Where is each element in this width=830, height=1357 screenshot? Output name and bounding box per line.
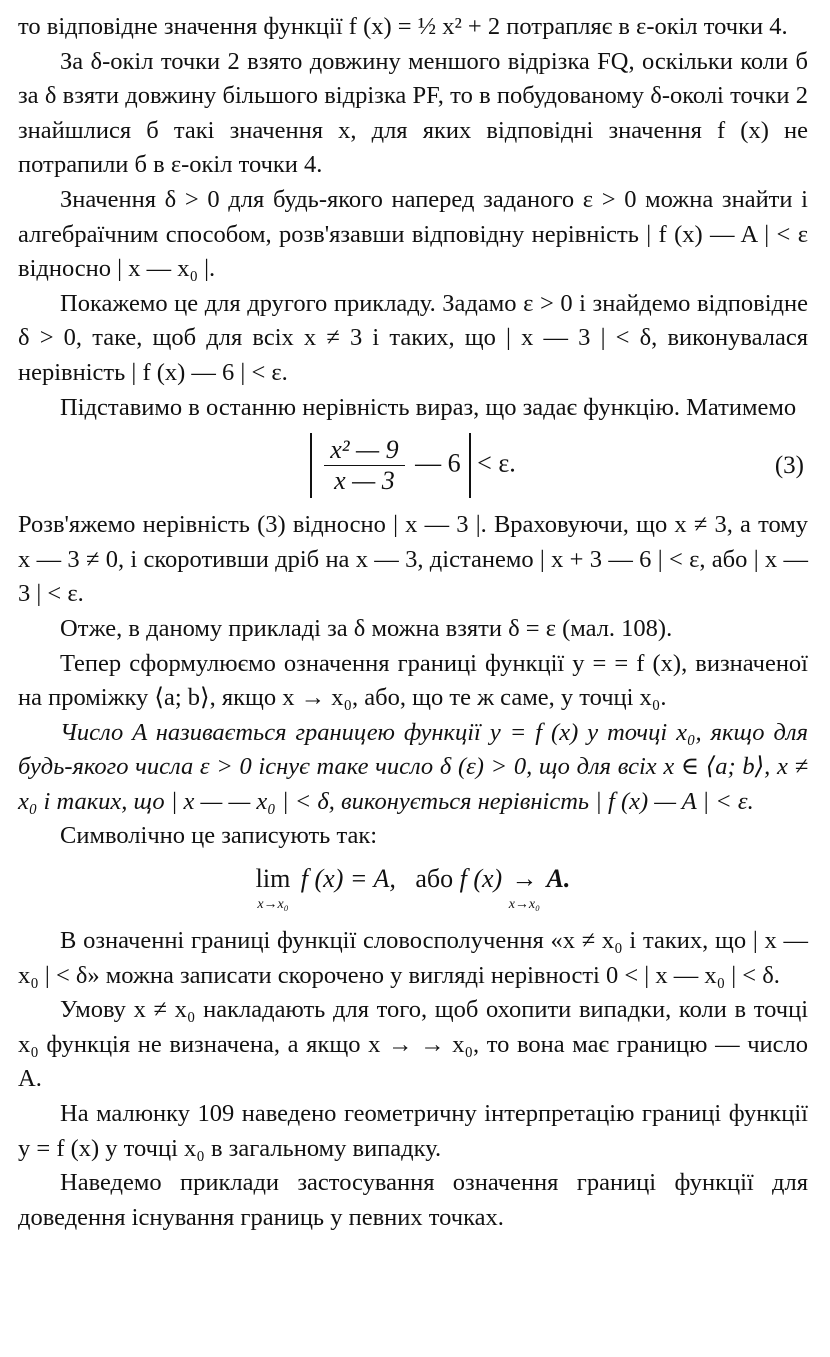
formula-3 <box>18 433 808 498</box>
absolute-value-expression <box>310 433 470 498</box>
paragraph-10: Символічно це записують так: <box>60 822 378 850</box>
formula-rhs: < ε. <box>477 448 516 478</box>
arrow-with-subscript <box>509 860 540 912</box>
lim-right-pre: f (x) <box>459 864 503 894</box>
lim-subscript: x→x₀ <box>257 897 289 913</box>
lim-left-expression: f (x) = A, <box>300 864 396 894</box>
arrow-symbol: → <box>511 864 538 894</box>
lim-right-post: A. <box>546 864 571 894</box>
paragraph-3: Значення δ > 0 для будь-якого наперед заданого ε > 0 можна знайти і алгебраїчним способом, розв'язавши відповідну нерівність | f (x) — A | < ε відносно | x — x₀ |. <box>18 185 808 283</box>
lim-text: lim <box>255 864 291 894</box>
paragraph-1: то відповідне значення функції f (x) = ½ x² + 2 потрапляє в ε-окіл точки 4. <box>18 13 788 40</box>
paragraph-4: Покажемо це для другого прикладу. Задамо ε > 0 і знайдемо відповідне δ > 0, таке, щоб для всіх x ≠ 3 і таких, що | x — 3 | < δ, виконувалася нерівність | f (x) — 6 | < ε. <box>18 289 808 386</box>
equation-number: (3) <box>774 451 804 479</box>
lim-or-word: або <box>415 864 454 894</box>
paragraph-6: Розв'яжемо нерівність (3) відносно | x — 3 |. Враховуючи, що x ≠ 3, а тому x — 3 ≠ 0, і скоротивши дріб на x — 3, дістанемо | x + 3 — 6 | < ε, або | x — 3 | < ε. <box>18 511 808 608</box>
formula-rest: — 6 <box>415 448 461 478</box>
lim-operator <box>256 860 291 912</box>
paragraph-7: Отже, в даному прикладі за δ можна взяти δ = ε (мал. 108). <box>60 614 673 642</box>
paragraph-8: Тепер сформулюємо означення границі функції y = = f (x), визначеної на проміжку ⟨a; b⟩, якщо x → x₀, або, що те ж саме, у точці x₀. <box>18 649 808 712</box>
paragraph-12: Умову x ≠ x₀ накладають для того, щоб охопити випадки, коли в точці x₀ функція не визначена, а якщо x → → x₀, то вона має границю — число A. <box>18 996 808 1093</box>
limit-formula <box>18 860 808 912</box>
paragraph-13: На малюнку 109 наведено геометричну інтерпретацію границі функції y = f (x) у точці x₀ в загальному випадку. <box>18 1100 808 1162</box>
paragraph-5: Підставимо в останню нерівність вираз, що задає функцію. Матимемо <box>60 393 797 421</box>
fraction <box>324 435 404 496</box>
fraction-numerator: x² — 9 <box>324 435 404 466</box>
arrow-subscript: x→x₀ <box>508 897 541 913</box>
paragraph-14: Наведемо приклади застосування означення границі функції для доведення існування границь у певних точках. <box>18 1169 808 1231</box>
paragraph-2: За δ-окіл точки 2 взято довжину меншого відрізка FQ, оскільки коли б за δ взяти довжину більшого відрізка PF, то в побудованому δ-околі точки 2 знайшлися б такі значення x, для яких відповідні значення f (x) не потрапили б в ε-окіл точки 4. <box>18 47 808 179</box>
fraction-denominator: x — 3 <box>334 466 395 496</box>
definition-paragraph: Число A називається границею функції y = f (x) у точці x₀, якщо для будь-якого числа ε > 0 існує таке число δ (ε) > 0, що для всіх x ∈ ⟨a; b⟩, x ≠ x₀ і таких, що | x — — x₀ | < δ, виконується нерівність | f (x) — A | < ε. <box>18 718 808 815</box>
paragraph-11: В означенні границі функції словосполучення «x ≠ x₀ і таких, що | x — x₀ | < δ» можна записати скорочено у вигляді нерівності 0 < | x — x₀ | < δ. <box>18 927 808 989</box>
